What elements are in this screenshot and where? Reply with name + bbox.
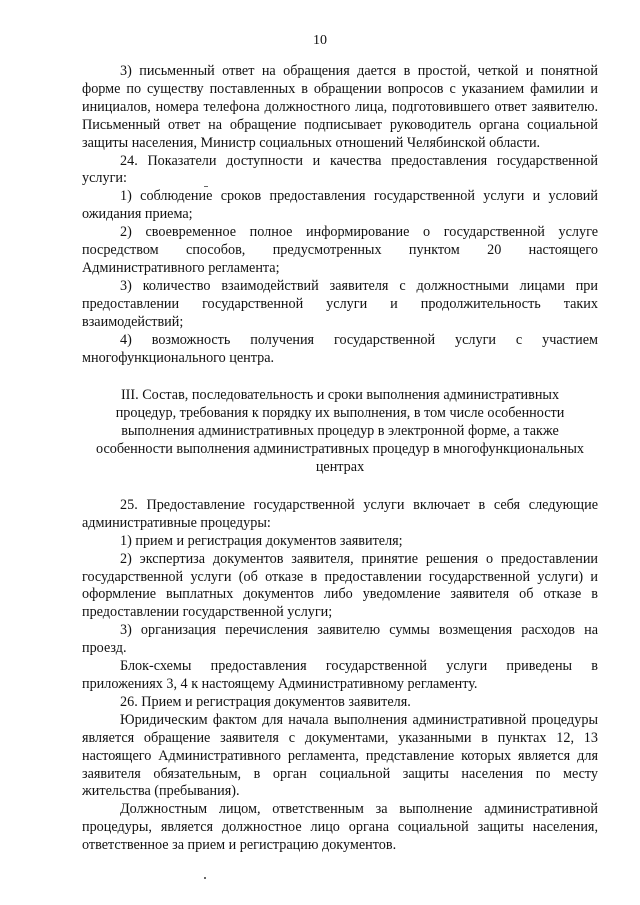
paragraph: 25. Предоставление государственной услуги включает в себя следующие административные процедуры: <box>82 496 598 531</box>
paragraph: 26. Прием и регистрация документов заявителя. <box>120 693 411 710</box>
paragraph: 24. Показатели доступности и качества предоставления государственной услуги: <box>82 152 598 187</box>
page-number: 10 <box>313 33 327 48</box>
paragraph: 2) своевременное полное информирование о государственной услуге посредством способов, предусмотренных пунктом 20 настоящего Административного регламента; <box>82 224 598 276</box>
paragraph: Юридическим фактом для начала выполнения административной процедуры является обращение заявителя с документами, указанными в пунктах 12, 13 настоящего Административного регламента, представление которых является для заявителя обязательным, в орган социальной защиты населения по месту жительства (пребывания). <box>82 711 598 800</box>
scan-mark <box>204 186 208 187</box>
paragraph: 4) возможность получения государственной услуги с участием многофункционального центра. <box>82 331 598 366</box>
paragraph: 3) письменный ответ на обращения дается в простой, четкой и понятной форме по существу поставленных в обращении вопросов с указанием фамилии и инициалов, номера телефона должностного лица, подготовившего ответ заявителю. Письменный ответ на обращение подписывает руководитель органа социальной защиты населения, Министр социальных отношений Челябинской области. <box>82 63 598 151</box>
document-body <box>82 63 598 855</box>
paragraph: 1) прием и регистрация документов заявителя; <box>120 532 403 549</box>
paragraph: 1) соблюдение сроков предоставления государственной услуги и условий ожидания приема; <box>82 188 598 223</box>
section-heading: III. Состав, последовательность и сроки выполнения административных процедур, требования к порядку их выполнения, в том числе особенности выполнения административных процедур в электронной форме, а также особенности выполнения административных процедур в многофункциональных центрах <box>96 387 584 476</box>
paragraph: 3) количество взаимодействий заявителя с должностными лицами при предоставлении государственной услуги и продолжительность таких взаимодействий; <box>82 277 598 330</box>
paragraph: Блок-схемы предоставления государственной услуги приведены в приложениях 3, 4 к настоящему Административному регламенту. <box>82 658 598 692</box>
paragraph: 3) организация перечисления заявителю суммы возмещения расходов на проезд. <box>82 622 598 657</box>
paragraph: Должностным лицом, ответственным за выполнение административной процедуры, является должностное лицо органа социальной защиты населения, ответственное за прием и регистрацию документов. <box>82 801 598 854</box>
paragraph: 2) экспертиза документов заявителя, принятие решения о предоставлении государственной услуги (об отказе в предоставлении государственной услуги) и оформление выплатных документов либо уведомление заявителя об отказе в предоставлении государственной услуги; <box>82 550 598 621</box>
scan-mark <box>204 877 206 879</box>
